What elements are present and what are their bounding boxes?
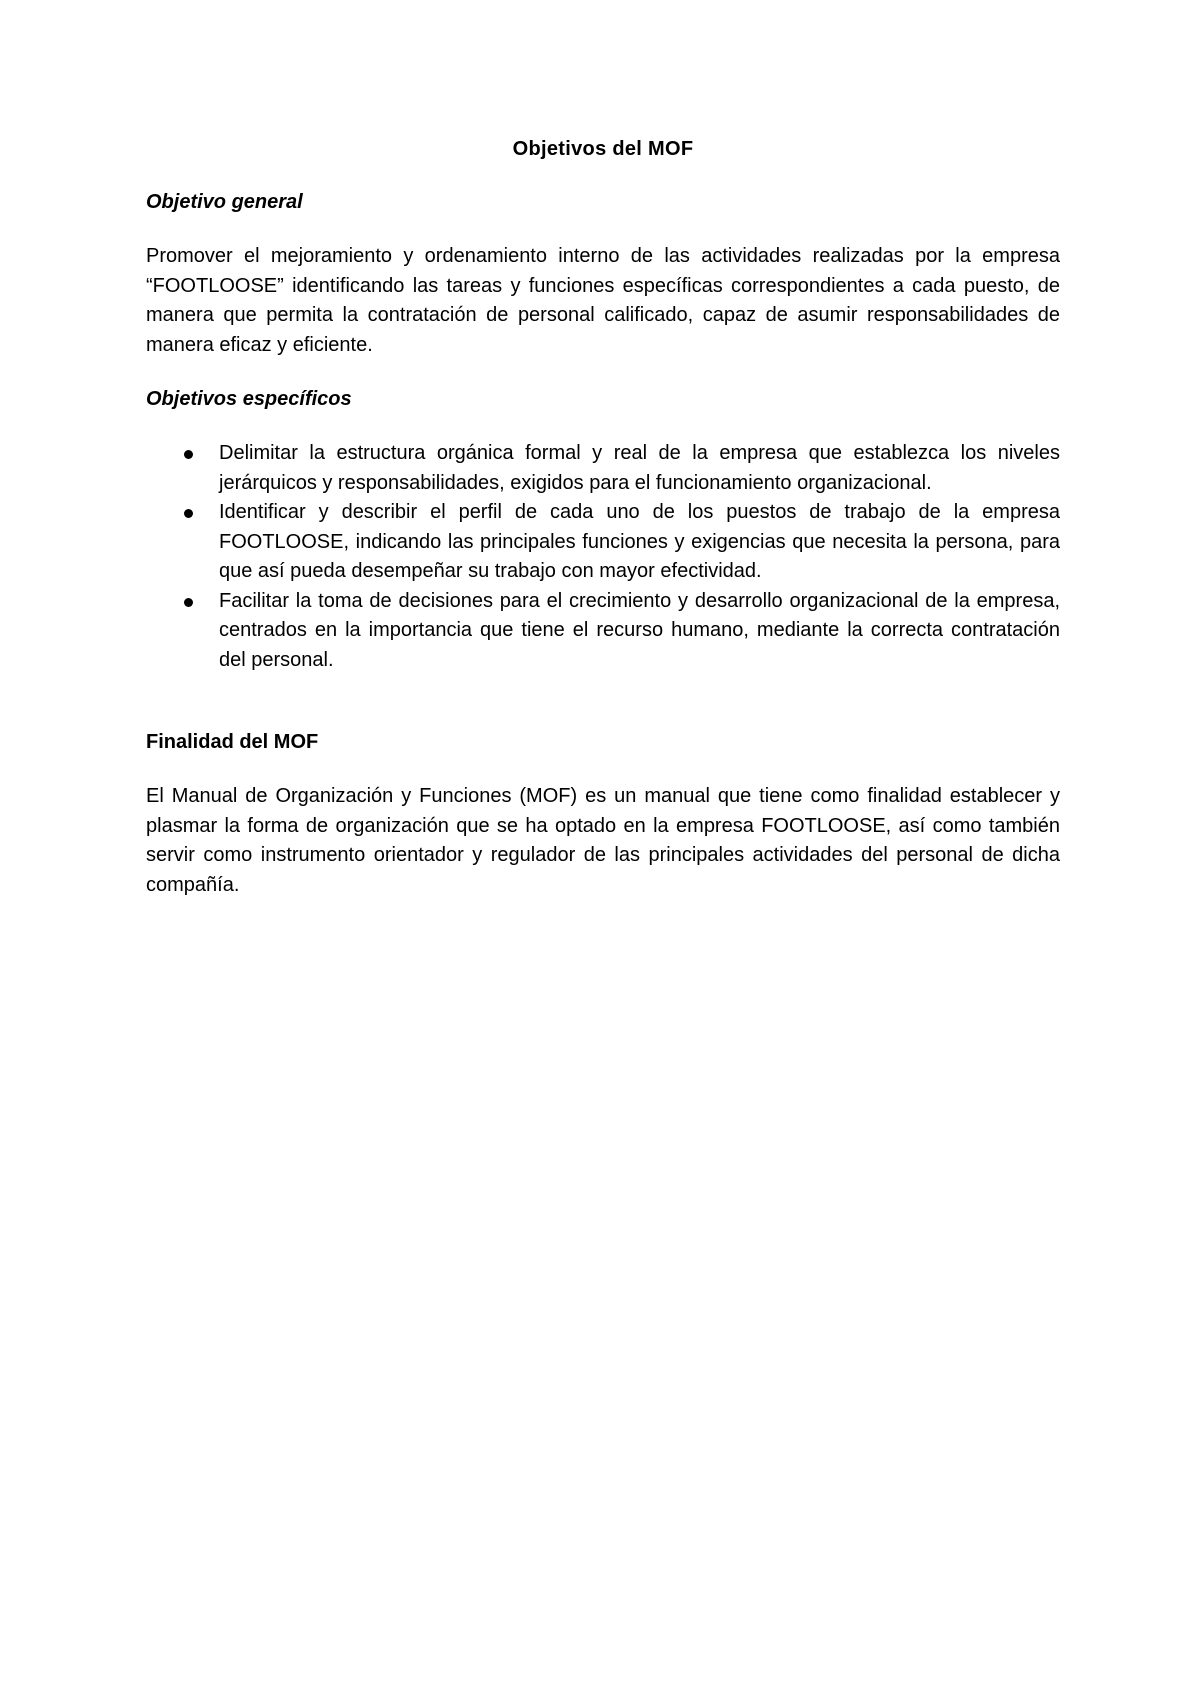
list-item-text: Facilitar la toma de decisiones para el crecimiento y desarrollo organizacional de la empresa, centrados en la importancia que tiene el recurso humano, mediante la correcta contratación del personal. <box>219 589 1060 671</box>
document-title: Objetivos del MOF <box>512 138 694 160</box>
general-objective-heading: Objetivo general <box>146 191 303 213</box>
bullet-icon <box>184 598 193 607</box>
list-item-text: Delimitar la estructura orgánica formal y real de la empresa que establezca los niveles jerárquicos y responsabilidades, exigidos para el funcionamiento organizacional. <box>219 442 1060 494</box>
list-item <box>146 587 1060 676</box>
list-item <box>146 439 1060 498</box>
purpose-heading: Finalidad del MOF <box>146 731 319 753</box>
bullet-icon <box>184 509 193 518</box>
document-page <box>146 138 1060 928</box>
specific-objectives-list <box>146 439 1060 675</box>
specific-objectives-heading: Objetivos específicos <box>146 388 352 410</box>
purpose-text: El Manual de Organización y Funciones (MOF) es un manual que tiene como finalidad establecer y plasmar la forma de organización que se ha optado en la empresa FOOTLOOSE, así como también servir como instrumento orientador y regulador de las principales actividades del personal de dicha compañía. <box>146 785 1060 896</box>
list-item <box>146 498 1060 587</box>
general-objective-text: Promover el mejoramiento y ordenamiento interno de las actividades realizadas por la empresa “FOOTLOOSE” identificando las tareas y funciones específicas correspondientes a cada puesto, de manera que permita la contratación de personal calificado, capaz de asumir responsabilidades de manera eficaz y eficiente. <box>146 245 1060 356</box>
list-item-text: Identificar y describir el perfil de cada uno de los puestos de trabajo de la empresa FOOTLOOSE, indicando las principales funciones y exigencias que necesita la persona, para que así pueda desempeñar su trabajo con mayor efectividad. <box>219 501 1060 582</box>
bullet-icon <box>184 450 193 459</box>
